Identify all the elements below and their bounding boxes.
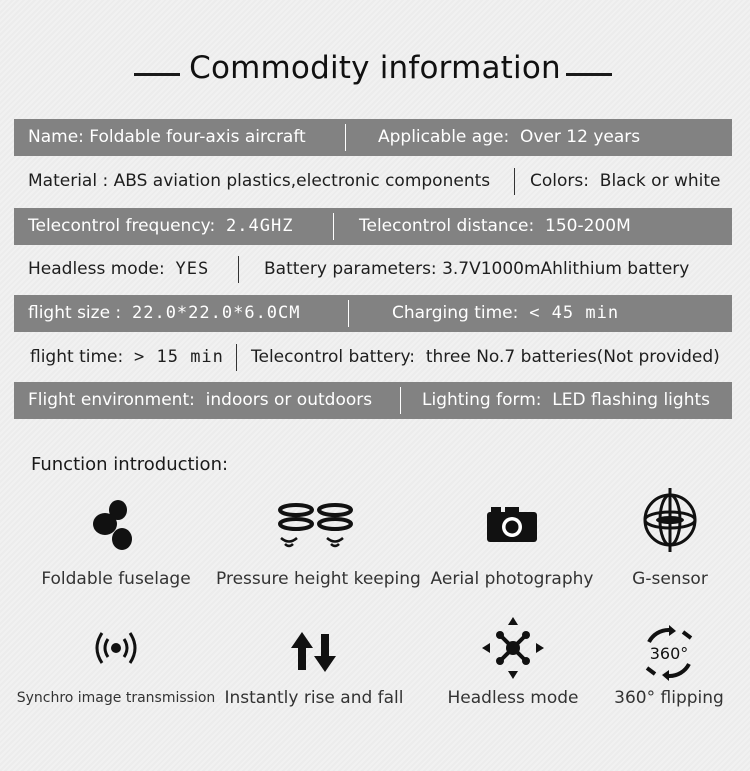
spec-row-headless	[14, 251, 732, 288]
spec-value: indoors or outdoors	[205, 390, 373, 410]
spec-value: 150-200M	[545, 216, 631, 236]
spec-label: Flight environment:	[28, 390, 195, 410]
spec-value: ABS aviation plastics,electronic components	[113, 171, 491, 191]
feature-360-flipping	[569, 624, 750, 718]
spec-value: Over 12 years	[520, 127, 641, 147]
feature-synchro-transmission	[16, 628, 216, 718]
spec-value: Foldable four-axis aircraft	[89, 127, 306, 147]
title-section	[0, 50, 750, 94]
spec-label: Telecontrol frequency:	[28, 216, 216, 236]
spec-value: 22.0*22.0*6.0CM	[131, 303, 301, 323]
spec-label: Telecontrol battery:	[251, 347, 416, 367]
spec-separator	[400, 387, 401, 414]
spec-label: Name:	[28, 127, 84, 147]
spec-separator	[345, 124, 346, 151]
spec-value: > 15 min	[134, 347, 224, 367]
spec-value: YES	[175, 259, 210, 279]
spec-value: LED flashing lights	[552, 390, 710, 410]
spec-value: Black or white	[599, 171, 721, 191]
feature-label: 360° flipping	[614, 688, 724, 708]
title-divider-right	[566, 73, 612, 76]
spec-row-material	[14, 163, 732, 200]
feature-label: Aerial photography	[430, 569, 594, 589]
pressure-height-icon	[271, 500, 361, 558]
foldable-fuselage-icon	[91, 496, 141, 556]
feature-label: Pressure height keeping	[216, 569, 421, 589]
flip-360-icon-text: 360°	[649, 644, 689, 663]
spec-label: Colors:	[530, 171, 589, 191]
camera-icon	[485, 504, 539, 544]
spec-row-environment	[14, 382, 732, 419]
feature-label: Instantly rise and fall	[224, 688, 404, 708]
spec-label: flight time:	[30, 347, 124, 367]
spec-separator	[514, 168, 515, 195]
spec-separator	[348, 300, 349, 327]
spec-label: Telecontrol distance:	[359, 216, 535, 236]
spec-row-name	[14, 119, 732, 156]
spec-row-size	[14, 295, 732, 332]
spec-label: Applicable age:	[378, 127, 510, 147]
spec-value: 3.7V1000mAhlithium battery	[442, 259, 690, 279]
up-down-arrows-icon	[290, 630, 338, 674]
feature-pressure-height	[216, 496, 421, 596]
feature-rise-fall	[214, 628, 414, 718]
spec-row-frequency	[14, 208, 732, 245]
flip-360-icon	[639, 624, 699, 682]
spec-value: 2.4GHZ	[226, 216, 294, 236]
spec-separator	[236, 344, 237, 371]
feature-label: G-sensor	[632, 569, 708, 589]
feature-g-sensor	[570, 486, 750, 596]
feature-label: Foldable fuselage	[41, 569, 191, 589]
spec-label: Material :	[28, 171, 109, 191]
gyroscope-icon	[640, 486, 700, 554]
feature-foldable-fuselage	[16, 496, 216, 596]
spec-value: < 45 min	[529, 303, 620, 323]
spec-label: Battery parameters:	[264, 259, 437, 279]
functions-heading: Function introduction:	[31, 454, 229, 475]
spec-separator	[333, 213, 334, 240]
spec-label: Headless mode:	[28, 259, 165, 279]
feature-label: Headless mode	[447, 688, 579, 708]
spec-separator	[238, 256, 239, 283]
spec-label: flight size :	[28, 303, 122, 323]
spec-label: Lighting form:	[422, 390, 542, 410]
spec-row-flight-time	[14, 339, 732, 376]
drone-directions-icon	[481, 616, 545, 680]
feature-label: Synchro image transmission	[16, 690, 216, 706]
wireless-signal-icon	[93, 628, 139, 668]
page-title: Commodity information	[189, 50, 561, 86]
spec-label: Charging time:	[392, 303, 519, 323]
spec-value: three No.7 batteries(Not provided)	[425, 347, 720, 367]
